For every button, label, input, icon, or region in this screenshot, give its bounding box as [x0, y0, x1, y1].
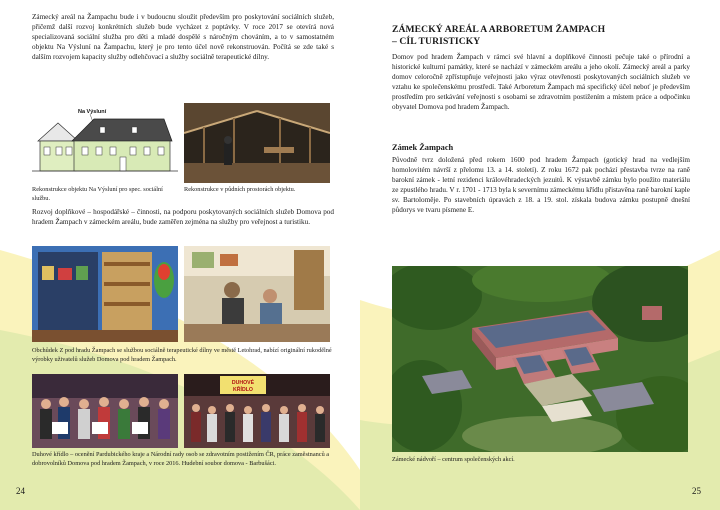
right-page: [360, 0, 720, 510]
arboretum-paragraph: Domov pod hradem Žampach v rámci své hlavní a doplňkové činnosti pečuje také o přírodní a historické kulturní památky, které se nachází v zámeckém areálu a jeho okolí. Zámecký areál a parky domov celoročně zpřístupňuje veřejnosti jako výraz otevřenosti poskytovaných sociálních služeb ve vztahu ke společenskému prostředí. Také Arboretum Žampach má specifický účel neboť je především prostředím pro setkávání veřejnosti s osobami se zdravotním postižením a místem práce a odpočinku obyvatel Domova pod hradem Žampach.: [392, 53, 690, 112]
drawing-label: Na Výsluní: [78, 109, 107, 115]
page-number-right: 25: [692, 486, 701, 496]
caption-award: Duhové křídlo – ocenění Pardubického kraje a Národní rady osob se zdravotním postižením ČR, práce zaměstnanců a dobrovolníků Domova pod hradem Žampach, v roce 2016. Hudební soubor domova - Barbušáci.: [32, 451, 330, 467]
section-heading-line-1: ZÁMECKÝ AREÁL A ARBORETUM ŽAMPACH: [392, 24, 606, 35]
shop-photo: [32, 246, 178, 342]
chateau-history-paragraph: Původně tvrz doložená před rokem 1600 pod hradem Žampach (gotický hrad na vedlejším homolovitém návrší z přelomu 13. a 14. století). Z roku 1672 pak pochází přestavba tvrze na raně barokní zámek - letní rezidenci královéhradeckých jezuitů. K výstavbě zámku bylo použito materiálu ze zpustlého hradu. V r. 1701 - 1713 byla k severnímu zámeckému křídlu přistavěna raně barokní kaple sv. Bartoloměje. Po stavebních úpravách z 18. a 19. stol. získala budova zámku postupně dnešní půdorys ve tvaru písmene E.: [392, 156, 690, 215]
sign-text-line-1: DUHOVÉ: [231, 380, 255, 386]
middle-paragraph: Rozvoj doplňkové – hospodářské – činnosti, na podporu poskytovaných sociálních služeb Domova pod hradem Žampach v zámeckém areálu, bude zaměřen zejména na služby pro veřejnost a turistiku.: [32, 208, 334, 227]
chateau-aerial-photo: [392, 266, 688, 452]
caption-courtyard: Zámecké nádvoří – centrum společenských akcí.: [392, 456, 515, 463]
workshop-photo: [184, 246, 330, 342]
attic-reconstruction-photo: [184, 103, 330, 183]
house-drawing-image: [32, 103, 178, 183]
chateau-subheading: Zámek Žampach: [392, 143, 454, 152]
music-ensemble-photo: [184, 374, 330, 448]
caption-house: Rekonstrukce objektu Na Výsluní pro spec. sociální službu.: [32, 186, 163, 202]
caption-attic: Rekonstrukce v půdních prostorách objektu.: [184, 186, 296, 193]
page-number-left: 24: [16, 486, 25, 496]
section-heading-line-2: – CÍL TURISTICKY: [392, 36, 481, 47]
sign-text-line-2: KŘÍDLO: [233, 387, 253, 393]
intro-paragraph: Zámecký areál na Žampachu bude i v budoucnu sloužit především pro poskytování sociálních služeb, přičemž další rozvoj konkrétních služeb bude vycházet z poptávky. V roce 2017 se otevírá nová specializovaná sociální služba pro děti a mladé dospělé s náročným chováním, a to v samostatném objektu Na Výsluní na Žampachu, který je pro tento účel nově rekonstruován. Počítá se zde také s dalším rozvojem kapacity služby odlehčovací a služby sociálně terapeutické dílny.: [32, 13, 334, 62]
caption-shop: Obchůdek Z pod hradu Žampach se službou sociálně terapeutické dílny ve městě Letohrad, nabízí originální rukodělné výrobky uživatelů služeb Domova pod hradem Žampach.: [32, 347, 332, 363]
award-group-photo: [32, 374, 178, 448]
